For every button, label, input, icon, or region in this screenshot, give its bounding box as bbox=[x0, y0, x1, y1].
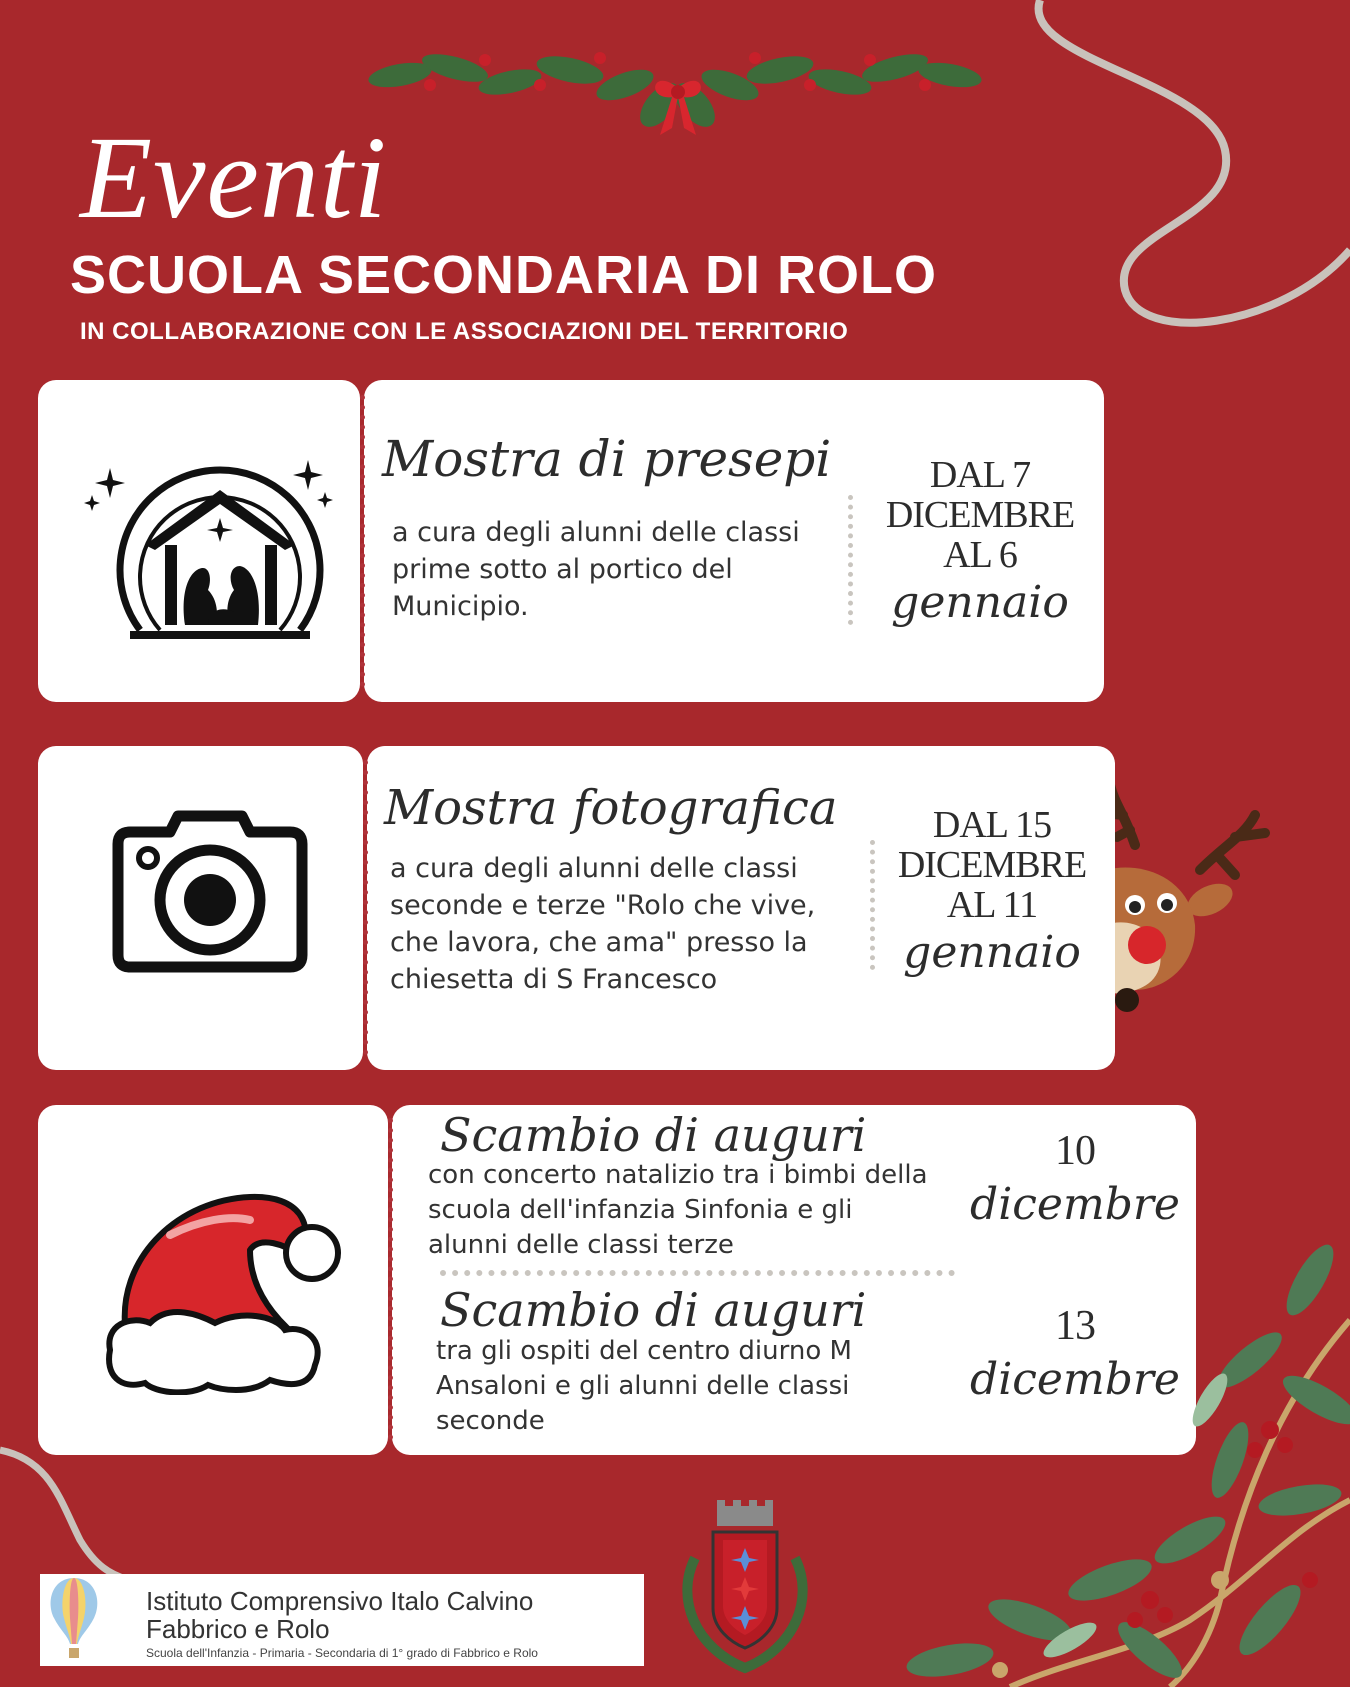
coat-of-arms-icon bbox=[675, 1498, 815, 1678]
event-title: Mostra di presepi bbox=[382, 430, 832, 488]
page-subtitle: SCUOLA SECONDARIA DI ROLO bbox=[70, 245, 938, 305]
event-description: con concerto natalizio tra i bimbi della scuola dell'infanzia Sinfonia e gli alunni delle classi terze bbox=[428, 1160, 928, 1260]
perforation-divider bbox=[360, 395, 365, 687]
holly-branch-icon bbox=[890, 1200, 1350, 1687]
school-location: Fabbrico e Rolo bbox=[146, 1614, 330, 1644]
item-divider bbox=[440, 1270, 955, 1276]
date-line-3: AL 11 bbox=[946, 884, 1038, 926]
event-title: Mostra fotografica bbox=[384, 780, 838, 836]
event-date bbox=[870, 455, 1090, 631]
date-month: gennaio bbox=[891, 577, 1069, 628]
reindeer-icon bbox=[1105, 775, 1270, 1020]
hot-air-balloon-logo bbox=[44, 1574, 104, 1666]
date-line-1: DAL 15 bbox=[932, 804, 1052, 846]
event-title: Scambio di auguri bbox=[440, 1108, 867, 1162]
date-divider bbox=[848, 495, 853, 625]
event-title: Scambio di auguri bbox=[440, 1283, 867, 1337]
date-line-2: DICEMBRE bbox=[897, 844, 1087, 886]
date-line-2: DICEMBRE bbox=[885, 494, 1075, 536]
swirl-decoration-top bbox=[1000, 0, 1350, 360]
school-name: Istituto Comprensivo Italo Calvino bbox=[146, 1586, 534, 1616]
perforation-divider bbox=[363, 760, 368, 1055]
event-description: a cura degli alunni delle classi prime sotto al portico del Municipio. bbox=[392, 517, 800, 622]
event-description: a cura degli alunni delle classi seconde e terze "Rolo che vive, che lavora, che ama" presso la chiesetta di S Francesco bbox=[390, 853, 816, 995]
school-levels: Scuola dell'Infanzia - Primaria - Secondaria di 1° grado di Fabbrico e Rolo bbox=[146, 1646, 538, 1660]
holly-garland-icon bbox=[360, 30, 990, 140]
camera-icon bbox=[110, 810, 310, 975]
perforation-divider bbox=[388, 1118, 393, 1440]
date-day: 13 bbox=[1055, 1303, 1095, 1349]
date-line-3: AL 6 bbox=[943, 534, 1017, 576]
school-footer bbox=[40, 1574, 644, 1666]
date-month: gennaio bbox=[903, 927, 1081, 978]
date-month: dicembre bbox=[970, 1354, 1180, 1405]
date-line-1: DAL 7 bbox=[929, 454, 1031, 496]
date-month: dicembre bbox=[970, 1179, 1180, 1230]
nativity-icon bbox=[80, 440, 340, 640]
page-tagline: IN COLLABORAZIONE CON LE ASSOCIAZIONI DEL TERRITORIO bbox=[80, 318, 849, 345]
swirl-decoration-bottom bbox=[0, 1440, 140, 1580]
event-description: tra gli ospiti del centro diurno M Ansaloni e gli alunni delle classi seconde bbox=[436, 1336, 852, 1436]
page-title: Eventi bbox=[80, 112, 388, 243]
date-divider bbox=[870, 840, 875, 970]
santa-hat-icon bbox=[100, 1175, 345, 1395]
event-date bbox=[882, 805, 1102, 981]
date-day: 10 bbox=[1055, 1128, 1095, 1174]
